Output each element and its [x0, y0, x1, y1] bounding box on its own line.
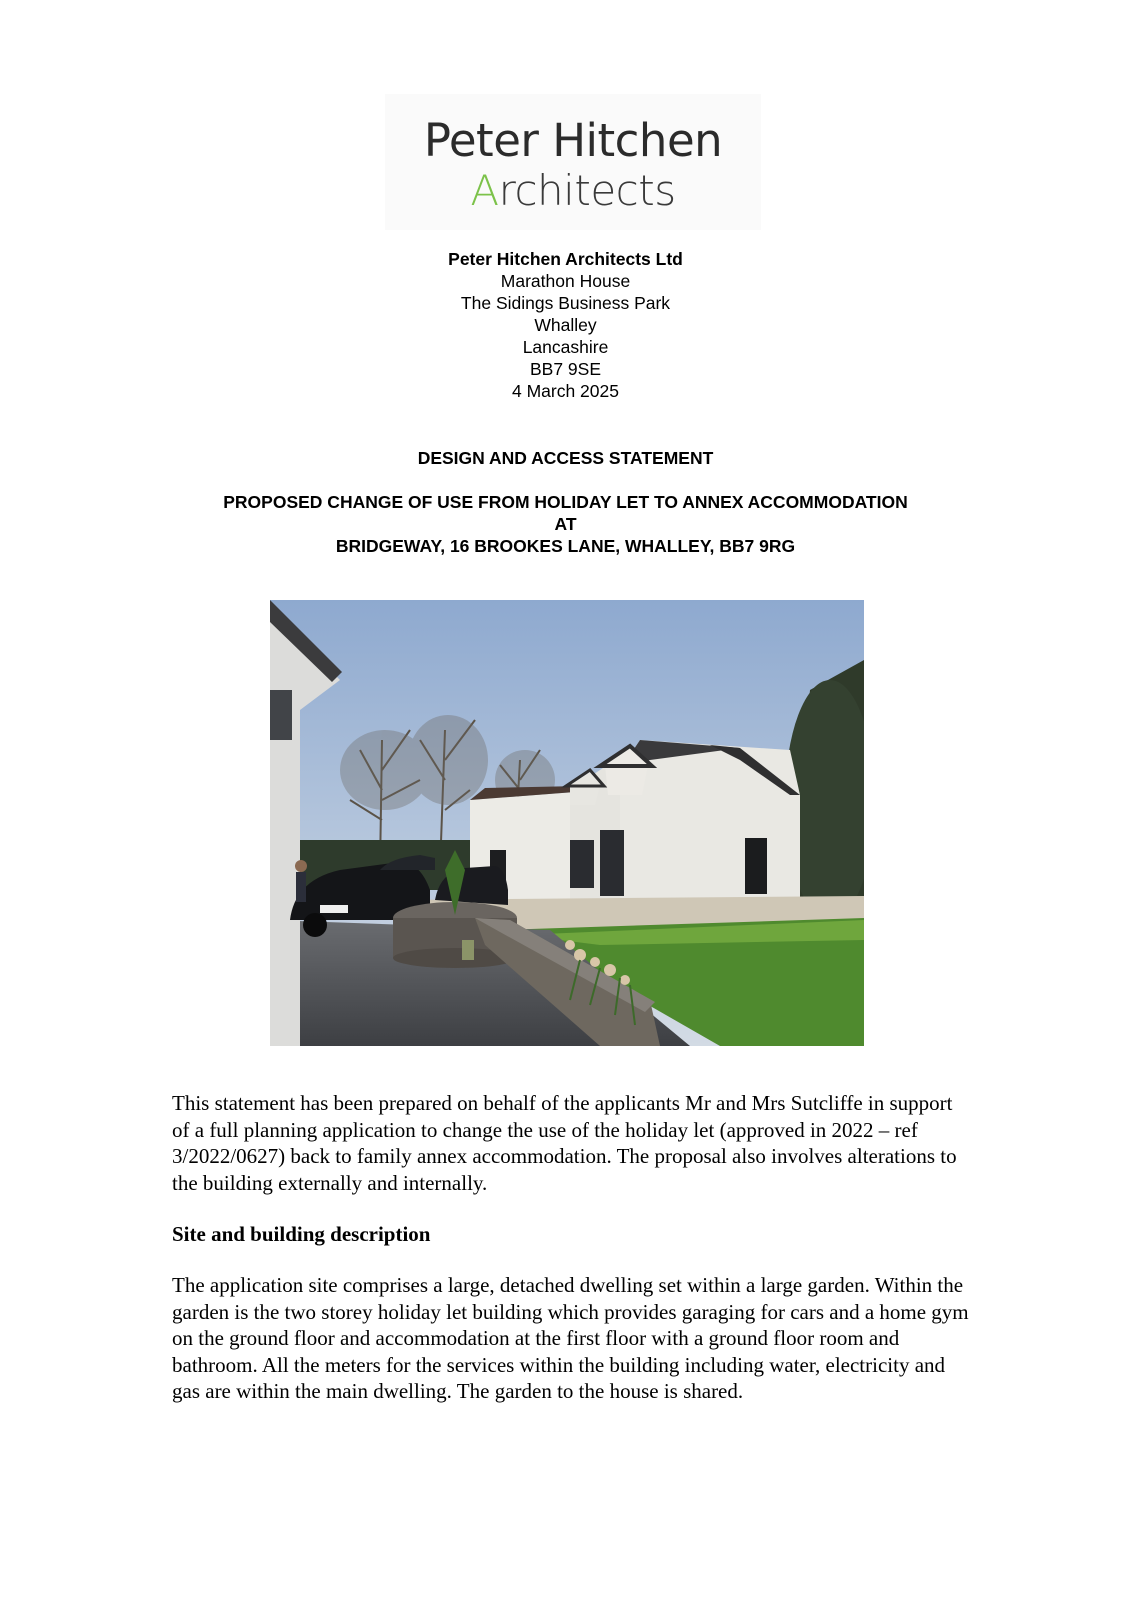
section-heading: Site and building description: [172, 1222, 431, 1246]
logo-subtitle-rest: rchitects: [498, 166, 676, 215]
document-date: 4 March 2025: [511, 381, 619, 401]
logo-subtitle: [385, 166, 761, 215]
logo-accent-letter: A: [470, 166, 499, 215]
proposal-line-3: BRIDGEWAY, 16 BROOKES LANE, WHALLEY, BB7 9RG: [335, 536, 796, 556]
site-description-paragraph: The application site comprises a large, detached dwelling set within a large garden. Within the garden is the two storey holiday let building which provides garaging for cars and a home gym on the ground floor and accommodation at the first floor with a ground floor room and bathroom. All the meters for the services within the building including water, electricity and gas are within the main dwelling. The garden to the house is shared.: [172, 1273, 969, 1403]
address-block: [0, 248, 1131, 402]
address-line-2: The Sidings Business Park: [460, 293, 671, 313]
logo-name: Peter Hitchen: [423, 114, 723, 167]
company-name: Peter Hitchen Architects Ltd: [448, 249, 683, 269]
document-title: DESIGN AND ACCESS STATEMENT: [417, 448, 714, 468]
address-line-3: Whalley: [534, 315, 597, 335]
site-photo-illustration: [270, 600, 864, 1046]
intro-paragraph: This statement has been prepared on behalf of the applicants Mr and Mrs Sutcliffe in support of a full planning application to change the use of the holiday let (approved in 2022 – ref 3/2022/0627) back to family annex accommodation. The proposal also involves alterations to the building externally and internally.: [172, 1091, 957, 1195]
proposal-heading: [0, 491, 1131, 557]
address-line-4: Lancashire: [522, 337, 609, 357]
company-logo: [385, 94, 761, 230]
address-postcode: BB7 9SE: [529, 359, 602, 379]
proposal-line-2: AT: [554, 514, 577, 534]
address-line-1: Marathon House: [500, 271, 631, 291]
site-photo: [270, 600, 864, 1046]
proposal-line-1: PROPOSED CHANGE OF USE FROM HOLIDAY LET TO ANNEX ACCOMMODATION: [223, 492, 908, 512]
